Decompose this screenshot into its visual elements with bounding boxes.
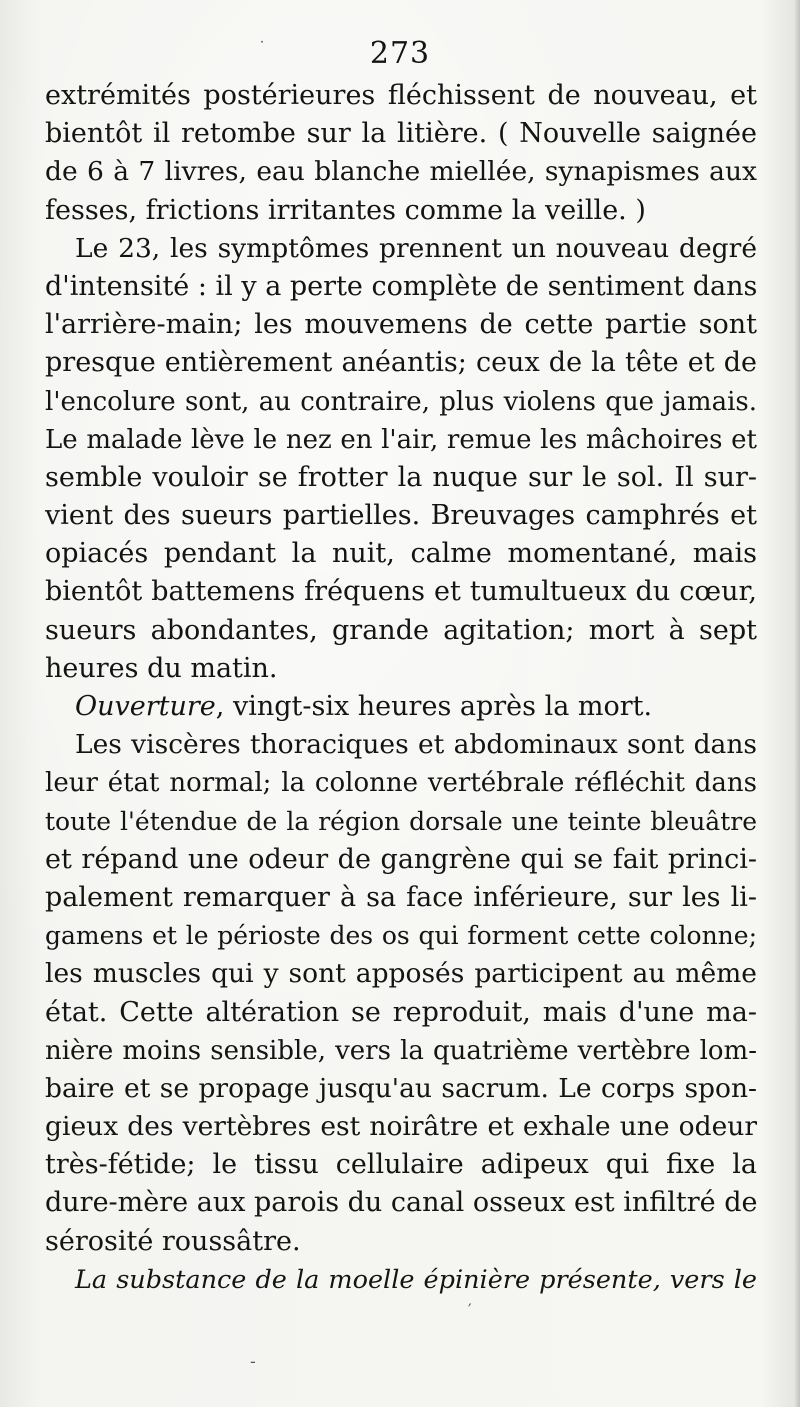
text-line-6: d'intensité : il y a perte complète de sentiment dans xyxy=(45,270,757,302)
text-line-9: l'encolure sont, au contraire, plus violens que jamais. xyxy=(45,386,757,417)
text-line-15: sueurs abondantes, grande agitation; mort à sept xyxy=(45,614,757,646)
print-speck: ′ xyxy=(468,1300,472,1319)
text-line-32: La substance de la moelle épinière présente, vers le xyxy=(75,1264,757,1295)
text-line-10: Le malade lève le nez en l'air, remue les mâchoires et xyxy=(45,424,757,455)
text-line-16: heures du matin. xyxy=(45,652,278,684)
text-line-29: très-fétide; le tissu cellulaire adipeux qui fixe la xyxy=(45,1149,757,1181)
text-line-17 xyxy=(45,688,757,726)
text-line-11: semble vouloir se frotter la nuque sur le sol. Il sur- xyxy=(45,461,757,493)
text-line-3: de 6 à 7 livres, eau blanche miellée, synapismes aux xyxy=(45,156,757,188)
text-line-1: extrémités postérieures fléchissent de nouveau, et xyxy=(45,80,757,111)
text-line-23: gamens et le périoste des os qui forment cette colonne; xyxy=(45,921,757,951)
text-line-12: vient des sueurs partielles. Breuvages camphrés et xyxy=(45,500,757,532)
text-line-26: nière moins sensible, vers la quatrième vertèbre lom- xyxy=(45,1035,757,1066)
text-line-31: sérosité roussâtre. xyxy=(45,1225,301,1257)
text-line-20: toute l'étendue de la région dorsale une teinte bleuâtre xyxy=(45,806,757,836)
text-line-8: presque entièrement anéantis; ceux de la tête et de xyxy=(45,347,757,379)
italic-heading: Ouverture xyxy=(75,691,216,722)
text-line-14: bientôt battemens fréquens et tumultueux du cœur, xyxy=(45,576,757,608)
text-line-22: palement remarquer à sa face inférieure, sur les li- xyxy=(45,881,757,913)
text-line-5: Le 23, les symptômes prennent un nouveau degré xyxy=(75,232,757,264)
body-text xyxy=(45,77,757,1299)
text-line-24: les muscles qui y sont apposés participent au même xyxy=(45,958,757,990)
print-speck: ˙ xyxy=(258,38,266,57)
text-line-30: dure-mère aux parois du canal osseux est infiltré de xyxy=(45,1187,757,1219)
text-line-17-rest: , vingt-six heures après la mort. xyxy=(215,691,653,722)
text-line-28: gieux des vertèbres est noirâtre et exhale une odeur xyxy=(45,1111,757,1143)
print-speck: ‐ xyxy=(250,1352,256,1371)
text-line-27: baire et se propage jusqu'au sacrum. Le corps spon- xyxy=(45,1072,757,1104)
text-line-4: fesses, frictions irritantes comme la veille. ) xyxy=(45,194,646,226)
page-number: 273 xyxy=(369,36,431,71)
text-line-18: Les viscères thoraciques et abdominaux sont dans xyxy=(75,729,757,761)
text-line-19: leur état normal; la colonne vertébrale réfléchit dans xyxy=(45,768,757,799)
text-line-25: état. Cette altération se reproduit, mais d'une ma- xyxy=(45,996,757,1028)
page-edge-shadow xyxy=(794,0,800,1407)
text-line-2: bientôt il retombe sur la litière. ( Nouvelle saignée xyxy=(45,118,757,150)
text-line-21: et répand une odeur de gangrène qui se fait princi- xyxy=(45,843,757,875)
text-line-7: l'arrière-main; les mouvemens de cette partie sont xyxy=(45,309,757,341)
text-line-13: opiacés pendant la nuit, calme momentané, mais xyxy=(45,538,757,570)
